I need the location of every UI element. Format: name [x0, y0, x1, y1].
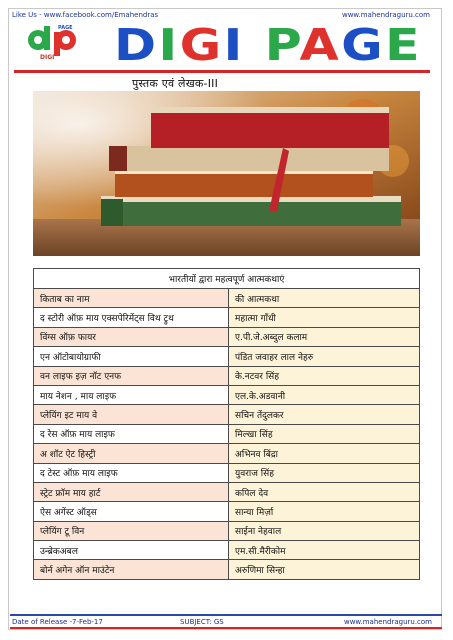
digi-logo	[24, 22, 92, 62]
person-name-cell: अरुणिमा सिन्हा	[229, 560, 420, 579]
book-name-cell: द टेस्ट ऑफ़ माय लाइफ	[34, 463, 229, 482]
table-row	[34, 308, 420, 327]
person-name-cell: ए.पी.जे.अब्दुल कलाम	[229, 327, 420, 346]
footer-divider-red	[10, 627, 442, 629]
book-name-cell: विंग्स ऑफ़ फायर	[34, 327, 229, 346]
book-name-cell: द रेस ऑफ़ माय लाइफ	[34, 424, 229, 443]
table-header-row	[34, 289, 420, 308]
header-divider	[14, 70, 430, 73]
page-subtitle: पुस्तक एवं लेखक-III	[132, 77, 219, 90]
table-row	[34, 463, 420, 482]
book-name-cell: प्लेयिंग टू विन	[34, 521, 229, 540]
header-autobiography-of: की आत्मकथा	[229, 289, 420, 308]
person-name-cell: एल.के.अडवानी	[229, 385, 420, 404]
subject-label: SUBJECT: GS	[180, 618, 224, 626]
person-name-cell: अभिनव बिंद्रा	[229, 444, 420, 463]
facebook-link[interactable]: Like Us - www.facebook.com/Emahendras	[12, 11, 159, 19]
book-name-cell: उन्ब्रेकअबल	[34, 541, 229, 560]
footer-divider-blue	[10, 614, 442, 616]
table-row	[34, 405, 420, 424]
person-name-cell: महात्मा गाँधी	[229, 308, 420, 327]
person-name-cell: साईना नेहवाल	[229, 521, 420, 540]
table-title: भारतीयों द्वारा महत्वपूर्ण आत्मकथाएं	[34, 269, 420, 289]
website-link[interactable]: www.mahendraguru.com	[341, 11, 430, 19]
logo-caption: DIGI	[40, 54, 55, 61]
book-name-cell: ऐस अगेंस्ट ऑड्स	[34, 502, 229, 521]
table-row	[34, 521, 420, 540]
books-photo	[33, 91, 420, 256]
table-row	[34, 347, 420, 366]
table-row	[34, 444, 420, 463]
person-name-cell: सान्या मिर्ज़ा	[229, 502, 420, 521]
person-name-cell: के.नटवर सिंह	[229, 366, 420, 385]
footer-website-link[interactable]: www.mahendraguru.com	[343, 618, 432, 626]
person-name-cell: पंडित जवाहर लाल नेहरु	[229, 347, 420, 366]
table-row	[34, 327, 420, 346]
table-row	[34, 482, 420, 501]
book-name-cell: वन लाइफ इज़ नॉट एनफ	[34, 366, 229, 385]
autobiographies-table	[33, 268, 420, 580]
book-name-cell: स्ट्रेट फ्रॉम माय हार्ट	[34, 482, 229, 501]
table-row	[34, 560, 420, 579]
person-name-cell: कपिल देव	[229, 482, 420, 501]
person-name-cell: मिल्खा सिंह	[229, 424, 420, 443]
person-name-cell: सचिन तेंदुलकर	[229, 405, 420, 424]
release-date: Date of Release -7-Feb-17	[12, 618, 103, 626]
header-book-name: किताब का नाम	[34, 289, 229, 308]
table-row	[34, 541, 420, 560]
book-name-cell: प्लेयिंग इट माय वे	[34, 405, 229, 424]
banner-title	[108, 20, 428, 66]
banner-text: D IG I P A G E	[114, 20, 418, 66]
book-name-cell: बोर्न अगेन ऑन माउंटेन	[34, 560, 229, 579]
book-name-cell: माय नेशन , माय लाइफ	[34, 385, 229, 404]
person-name-cell: युवराज सिंह	[229, 463, 420, 482]
table-title-row	[34, 269, 420, 289]
table-row	[34, 385, 420, 404]
logo-icon	[24, 22, 92, 62]
table-row	[34, 424, 420, 443]
table-row	[34, 366, 420, 385]
table-row	[34, 502, 420, 521]
book-name-cell: अ शॉट ऐट हिस्ट्री	[34, 444, 229, 463]
book-name-cell: एन ऑटोबायोग्राफी	[34, 347, 229, 366]
book-name-cell: द स्टोरी ऑफ़ माय एक्सपेरिमेंट्स विथ ट्रुथ	[34, 308, 229, 327]
person-name-cell: एम.सी.मैरीकोम	[229, 541, 420, 560]
svg-text:PAGE: PAGE	[58, 25, 73, 31]
